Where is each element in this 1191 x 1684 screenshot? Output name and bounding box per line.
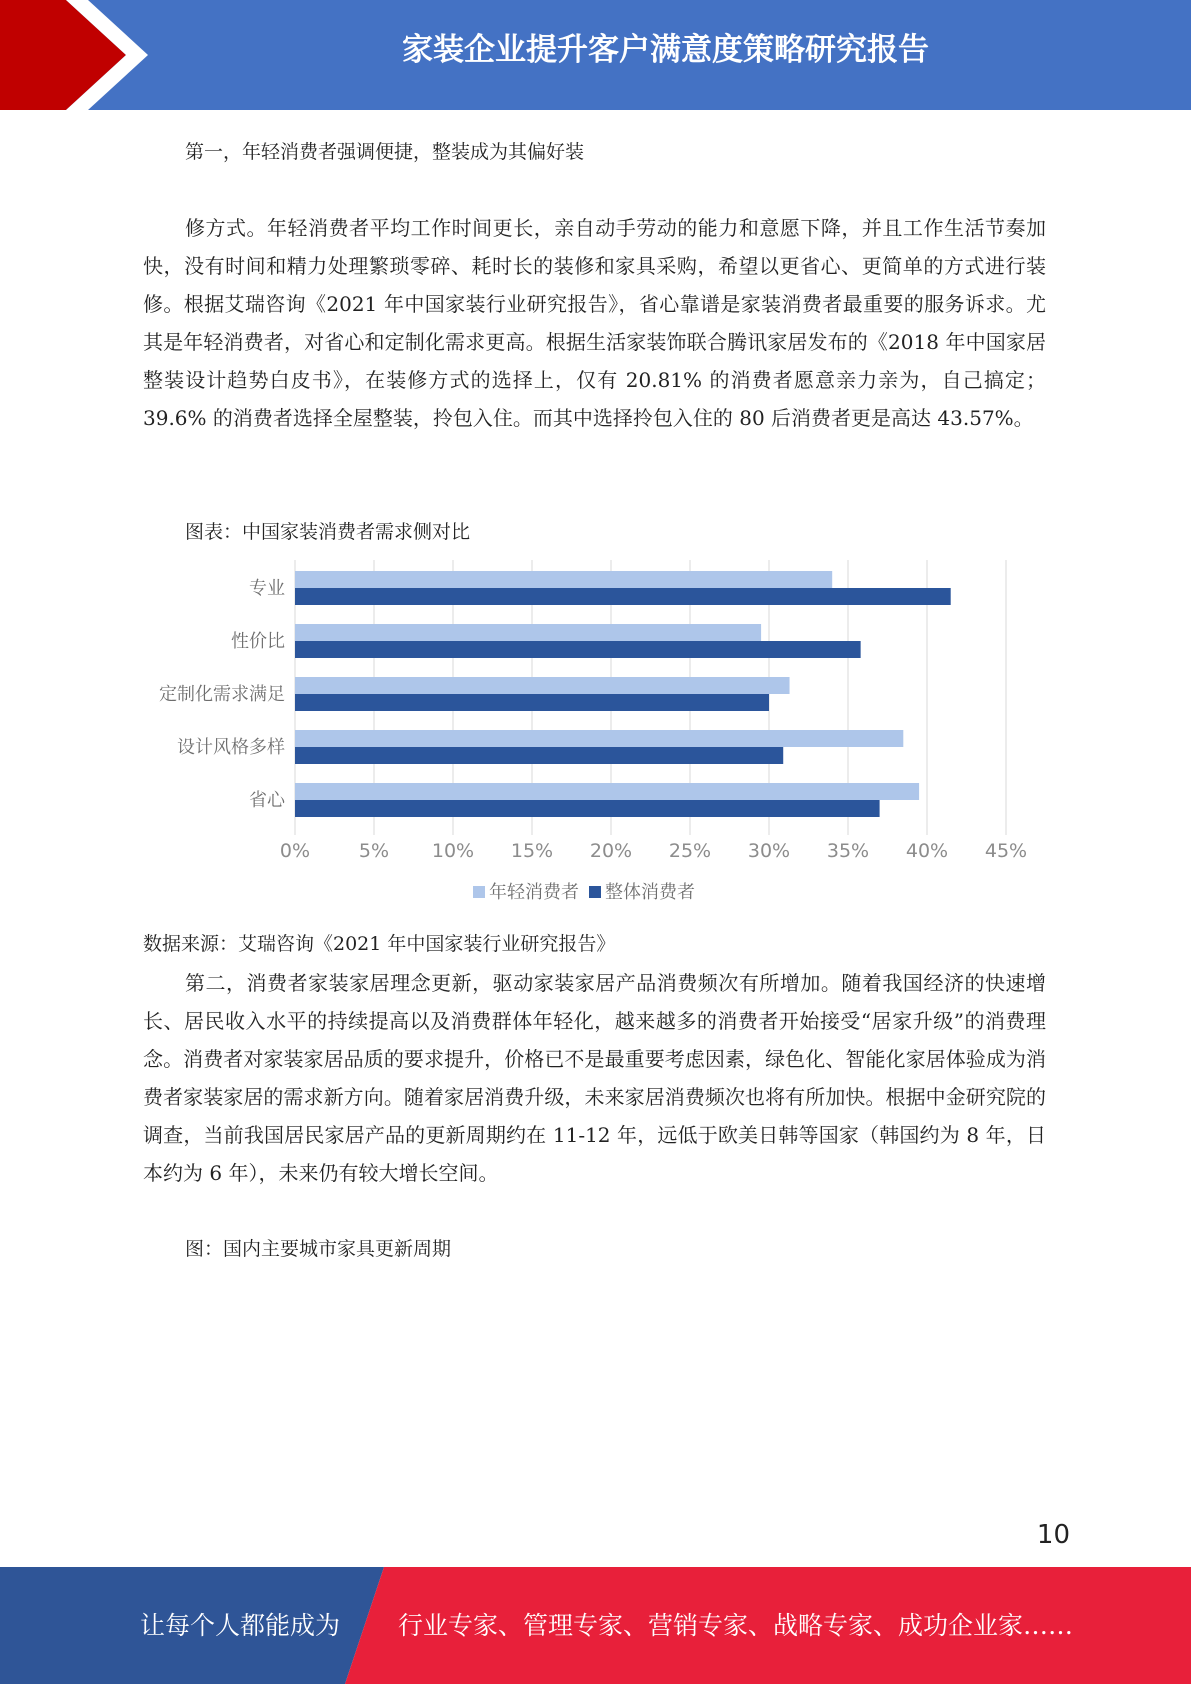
chart-bar bbox=[295, 800, 880, 817]
chart-bar bbox=[295, 588, 951, 605]
chart-x-tick-label: 30% bbox=[747, 840, 791, 862]
chart-category-label: 专业 bbox=[249, 578, 285, 599]
chart-x-tick-label: 0% bbox=[279, 840, 311, 862]
chart-x-tick-label: 45% bbox=[984, 840, 1028, 862]
chart-x-tick-label: 40% bbox=[905, 840, 949, 862]
chart-bar bbox=[295, 730, 903, 747]
chart-bar bbox=[295, 641, 861, 658]
chart-x-tick-label: 35% bbox=[826, 840, 870, 862]
chart-x-tick-label: 15% bbox=[510, 840, 554, 862]
section2-paragraph: 第二，消费者家装家居理念更新，驱动家装家居产品消费频次有所增加。随着我国经济的快速增长、居民收入水平的持续提高以及消费群体年轻化，越来越多的消费者开始接受“居家升级”的消费理念。消费者对家装家居品质的要求提升，价格已不是最重要考虑因素，绿色化、智能化家居体验成为消费者家装家居的需求新方向。随着家居消费升级，未来家居消费频次也将有所加快。根据中金研究院的调查，当前我国居民家居产品的更新周期约在 11-12 年，远低于欧美日韩等国家（韩国约为 8 年，日本约为 6 年），未来仍有较大增长空间。 bbox=[143, 971, 1046, 1185]
section1-lead-line: 第一，年轻消费者强调便捷，整装成为其偏好装 bbox=[185, 141, 585, 163]
figure1-source: 数据来源：艾瑞咨询《2021 年中国家装行业研究报告》 bbox=[143, 933, 616, 955]
chart-bar bbox=[295, 747, 783, 764]
footer-slogan-right: 行业专家、管理专家、营销专家、战略专家、成功企业家…… bbox=[398, 1611, 1074, 1640]
chart-bar bbox=[295, 677, 790, 694]
figure1-caption: 图表：中国家装消费者需求侧对比 bbox=[185, 521, 471, 543]
chart-x-tick-label: 10% bbox=[431, 840, 475, 862]
section1-paragraph: 修方式。年轻消费者平均工作时间更长，亲自动手劳动的能力和意愿下降，并且工作生活节奏加快，没有时间和精力处理繁琐零碎、耗时长的装修和家具采购，希望以更省心、更简单的方式进行装修。根据艾瑞咨询《2021 年中国家装行业研究报告》，省心靠谱是家装消费者最重要的服务诉求。尤其是年轻消费者，对省心和定制化需求更高。根据生活家装饰联合腾讯家居发布的《2018 年中国家居整装设计趋势白皮书》，在装修方式的选择上，仅有 20.81% 的消费者愿意亲力亲为，自己搞定；39.6% 的消费者选择全屋整装，拎包入住。而其中选择拎包入住的 80 后消费者更是高达 43.57%。 bbox=[143, 216, 1046, 430]
chart-legend-label: 整体消费者 bbox=[605, 882, 695, 903]
document-title: 家装企业提升客户满意度策略研究报告 bbox=[402, 32, 929, 68]
footer-banner bbox=[0, 1567, 1191, 1684]
chart-category-label: 性价比 bbox=[231, 631, 285, 652]
header-banner bbox=[0, 0, 1191, 110]
chart-legend-swatch bbox=[473, 886, 485, 898]
chart-x-tick-label: 20% bbox=[589, 840, 633, 862]
demand-comparison-chart bbox=[140, 560, 1040, 916]
chart-legend-label: 年轻消费者 bbox=[489, 882, 579, 903]
chart-bar bbox=[295, 783, 919, 800]
chart-bar bbox=[295, 694, 769, 711]
chart-bar bbox=[295, 571, 832, 588]
chart-category-label: 定制化需求满足 bbox=[159, 684, 285, 705]
chart-category-label: 省心 bbox=[249, 790, 285, 811]
chart-category-label: 设计风格多样 bbox=[177, 737, 285, 758]
chart-x-tick-label: 25% bbox=[668, 840, 712, 862]
page-number: 10 bbox=[1036, 1520, 1070, 1550]
figure2-caption: 图：国内主要城市家具更新周期 bbox=[185, 1238, 452, 1260]
footer-slogan-left: 让每个人都能成为 bbox=[140, 1611, 341, 1640]
chart-svg bbox=[140, 560, 1040, 916]
chart-legend-swatch bbox=[589, 886, 601, 898]
chart-bar bbox=[295, 624, 761, 641]
chart-x-tick-label: 5% bbox=[358, 840, 390, 862]
